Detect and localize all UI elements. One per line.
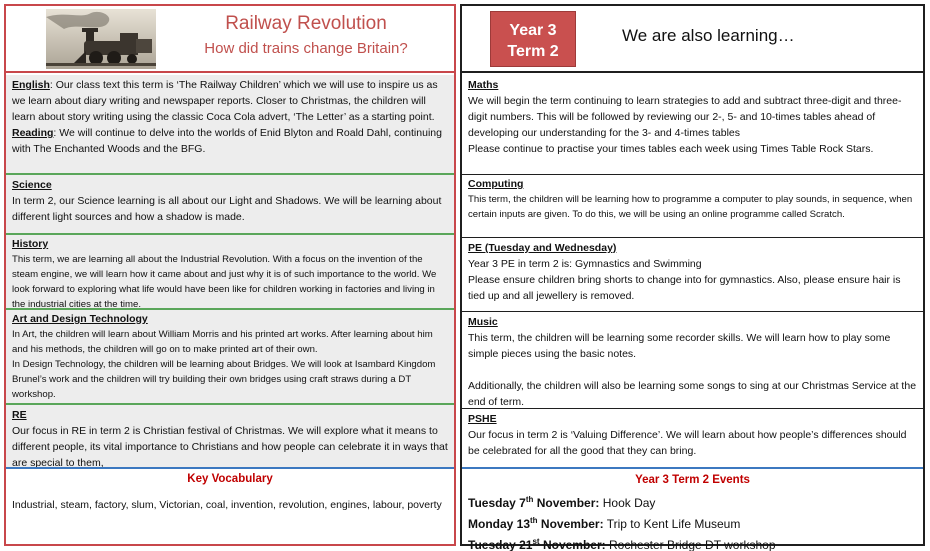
re-text: Our focus in RE in term 2 is Christian festival of Christmas. We will explore what it means to different people, its vital importance to Christians and how people can celebrate it in ways that are special to them, (12, 425, 448, 467)
music-heading: Music (468, 316, 498, 328)
events-heading: Year 3 Term 2 Events (635, 474, 750, 486)
history-text: This term, we are learning all about the Industrial Revolution. With a focus on the invention of the steam engine, we will learn how it came about and just why it is of such importance to the world. We look forward to exploring what life would have been like for children working in factories and living in the industrial cities at the time. (12, 254, 437, 310)
key-vocabulary-section (6, 467, 454, 544)
pshe-section (462, 409, 923, 467)
event-item: Tuesday 7th November: Hook Day (468, 495, 656, 510)
pe-heading: PE (Tuesday and Wednesday) (468, 242, 617, 254)
also-learning-header (462, 6, 923, 73)
pshe-text: Our focus in term 2 is ‘Valuing Difference’. We will learn about how people’s differences should be celebrated for all the good that they can bring. (468, 429, 907, 457)
reading-text: : We will continue to delve into the worlds of Enid Blyton and Roald Dahl, continuing with The Enchanted Woods and the BFG. (12, 127, 442, 155)
events-section (462, 467, 923, 551)
page-title: Railway Revolution (225, 13, 387, 34)
pe-text: Year 3 PE in term 2 is: Gymnastics and Swimming (468, 258, 702, 270)
computing-text: This term, the children will be learning how to programme a computer to play sounds, in sequence, when certain inputs are given. To do this, we will be using an online programme called Scratch. (468, 194, 913, 220)
topic-header (6, 6, 454, 73)
right-column (460, 4, 925, 551)
pshe-heading: PSHE (468, 413, 497, 425)
music-text: This term, the children will be learning some recorder skills. We will learn how to play some simple pieces using the basic notes. (468, 332, 891, 360)
computing-heading: Computing (468, 178, 524, 190)
english-text: : Our class text this term is ‘The Railway Children’ which we will use to inspire us as we learn about diary writing and newspaper reports. Closer to Christmas, the children will learn about story writing using the classic Coca Cola advert, ‘The Letter’ as a starting point. (12, 79, 438, 123)
english-section (6, 75, 454, 175)
steam-train-image (46, 9, 156, 69)
event-item: Tuesday 21st November: Rochester Bridge DT workshop (468, 537, 776, 551)
badge-year: Year 3 (509, 22, 557, 39)
maths-heading: Maths (468, 79, 499, 91)
pe-text-2: Please ensure children bring shorts to change into for gymnastics. Also, please ensure hair is tied up and all jewellery is removed. (468, 274, 901, 302)
english-heading: English (12, 79, 50, 91)
science-heading: Science (12, 179, 52, 191)
pe-section (462, 238, 923, 312)
dt-text: In Design Technology, the children will be learning about Bridges. We will look at Isambard Kingdom Brunel’s work and the children will try building their own bridges using craft straws during a DT workshop. (12, 359, 436, 400)
science-section (6, 175, 454, 235)
music-section (462, 312, 923, 409)
re-heading: RE (12, 409, 27, 421)
left-column (4, 4, 456, 546)
art-text: In Art, the children will learn about William Morris and his printed art works. After learning about him and his methods, the children will go on to make printed art of their own. (12, 329, 433, 355)
computing-section (462, 175, 923, 238)
re-section (6, 405, 454, 467)
history-heading: History (12, 238, 49, 250)
maths-section (462, 75, 923, 175)
science-text: In term 2, our Science learning is all about our Light and Shadows. We will be learning about different light sources and how a shadow is made. (12, 195, 442, 223)
key-vocabulary-text: Industrial, steam, factory, slum, Victorian, coal, invention, revolution, engines, labour, poverty (12, 499, 442, 511)
maths-text-2: Please continue to practise your times tables each week using Times Table Rock Stars. (468, 143, 874, 155)
maths-text: We will begin the term continuing to learn strategies to add and subtract three-digit and three-digit numbers. This will be followed by reviewing our 2-, 5- and 10-times tables ahead of developing our understanding for the 3- and 4-times tables (468, 95, 902, 139)
art-dt-heading: Art and Design Technology (12, 313, 148, 325)
page-subtitle: How did trains change Britain? (204, 40, 408, 57)
music-text-2: Additionally, the children will also be learning some songs to sing at our Christmas Service at the end of term. (468, 380, 917, 408)
art-dt-section (6, 310, 454, 405)
event-item: Monday 13th November: Trip to Kent Life Museum (468, 516, 741, 531)
history-section (6, 235, 454, 310)
reading-heading: Reading (12, 127, 54, 139)
music-spacer (468, 362, 918, 378)
year-term-badge (490, 11, 576, 67)
also-learning-title: We are also learning… (622, 26, 795, 45)
key-vocabulary-heading: Key Vocabulary (187, 473, 273, 485)
badge-term: Term 2 (507, 43, 559, 60)
